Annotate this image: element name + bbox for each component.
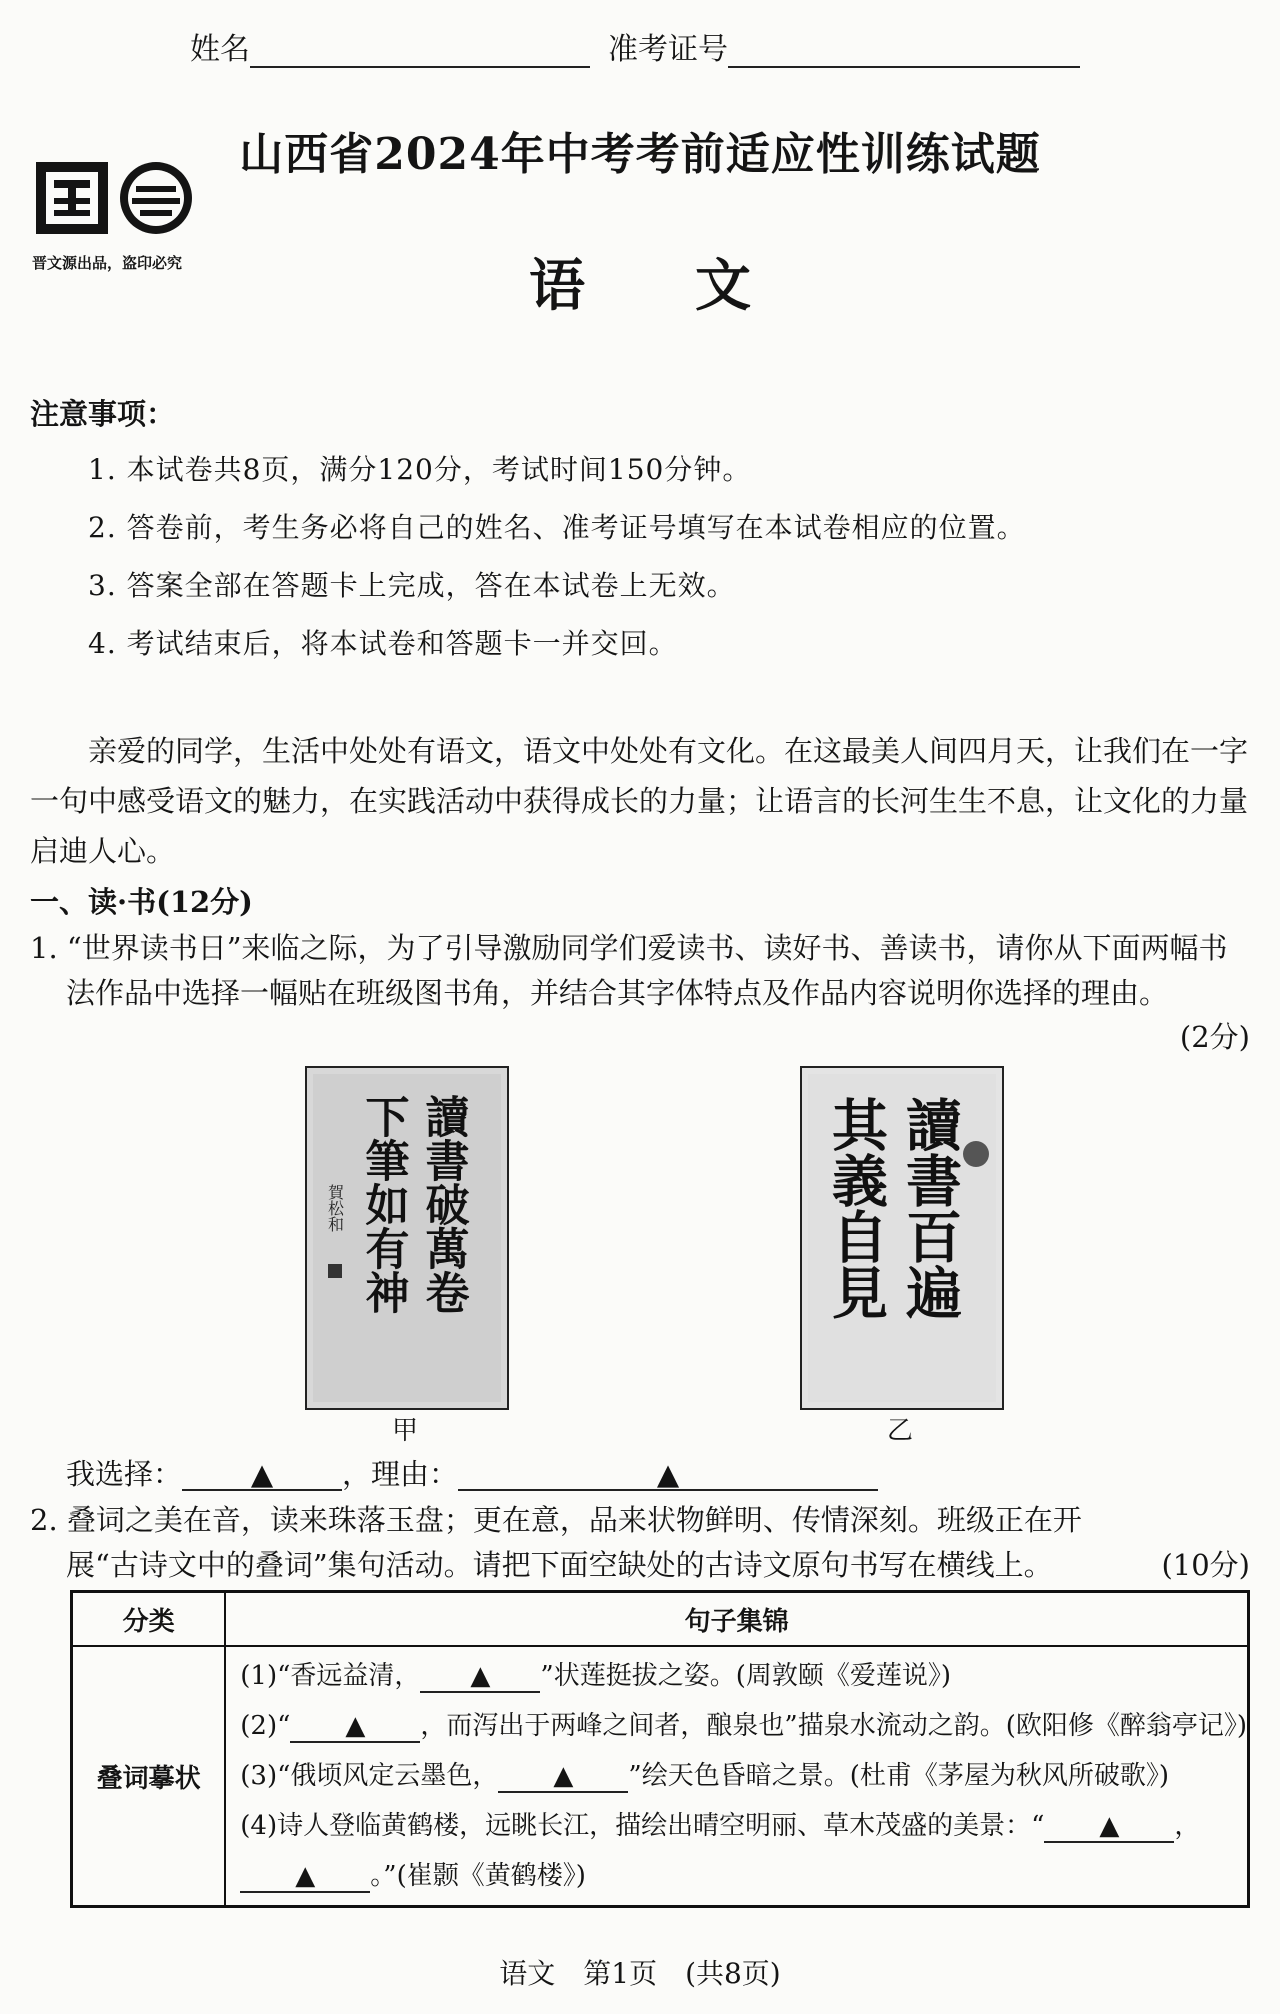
question-2-text: 2. 叠词之美在音，读来珠落玉盘；更在意，品来状物鲜明、传情深刻。班级正在开展“古诗文中的叠词”集句活动。请把下面空缺处的古诗文原句书写在横线上。 [30,1503,1082,1582]
seal-icon [328,1264,342,1278]
section-title: 一、读·书(12分) [30,885,253,919]
reason-label: ，理由： [342,1457,459,1491]
table-sentences-cell [225,1646,1248,1907]
choice-blank[interactable]: ▲ [182,1459,342,1491]
exam-id-field[interactable] [608,24,1080,68]
name-blank[interactable] [250,38,590,68]
fill-blank[interactable]: ▲ [290,1711,420,1743]
question-1-score: (2分) [1179,1020,1250,1054]
table-category-cell: 叠词摹状 [72,1646,226,1907]
table-row [226,1801,1247,1851]
note-item: 1. 本试卷共8页，满分120分，考试时间150分钟。 [88,453,752,486]
intro-paragraph: 亲爱的同学，生活中处处有语文，语文中处处有文化。在这最美人间四月天，让我们在一字一句中感受语文的魅力，在实践活动中获得成长的力量；让语言的长河生生不息，让文化的力量启迪人心。 [30,734,1249,868]
name-label: 姓名 [190,32,250,67]
question-1-answer[interactable] [66,1452,878,1493]
notes-heading: 注意事项： [30,397,176,431]
line-text: (1)“香远益清， [240,1661,421,1691]
table-row [226,1851,1247,1901]
name-field[interactable] [190,24,590,68]
calligraphy-a-label: 甲 [391,1416,418,1446]
line-text: (3)“俄顷风定云墨色， [240,1761,499,1791]
calligraphy-b-image [800,1066,1004,1410]
line-text: ”状莲挺拔之姿。(周敦颐《爱莲说》) [540,1661,951,1691]
calligraphy-b-col2: 其義自見 [823,1096,889,1320]
table-row [226,1651,1247,1701]
calligraphy-b-col1: 讀書百遍 [897,1096,963,1320]
question-2-score: (10分) [1161,1548,1250,1582]
note-item: 2. 答卷前，考生务必将自己的姓名、准考证号填写在本试卷相应的位置。 [88,511,1026,544]
fill-blank[interactable]: ▲ [498,1761,628,1793]
fill-blank[interactable]: ▲ [1044,1811,1174,1843]
table-header-sentences: 句子集锦 [225,1592,1248,1647]
table-row [226,1751,1247,1801]
seal-icon [963,1141,989,1167]
subject-title: 语文 [529,253,861,319]
note-item: 3. 答案全部在答题卡上完成，答在本试卷上无效。 [88,569,736,602]
calligraphy-a-signature: 賀松和 [325,1184,345,1232]
line-text: (2)“ [240,1711,291,1741]
question-1-text: 1. “世界读书日”来临之际，为了引导激励同学们爱读书、读好书、善读书，请你从下面两幅书法作品中选择一幅贴在班级图书角，并结合其字体特点及作品内容说明你选择的理由。 [30,931,1228,1010]
calligraphy-b-script [808,1074,996,1402]
reason-blank[interactable]: ▲ [458,1459,878,1491]
line-text: ， [1174,1811,1201,1841]
line-text: 。”(崔颢《黄鹤楼》) [370,1861,586,1891]
fill-blank[interactable]: ▲ [420,1661,540,1693]
calligraphy-a-image [305,1066,509,1410]
calligraphy-a-col2: 下筆如有神 [357,1094,409,1314]
exam-title: 山西省2024年中考考前适应性训练试题 [239,129,1041,180]
table-header-category: 分类 [72,1592,226,1647]
exam-id-blank[interactable] [728,38,1080,68]
page-footer: 语文 第1页 (共8页) [499,1957,781,1990]
answer-prefix: 我选择： [66,1457,183,1491]
exam-id-label: 准考证号 [608,32,728,67]
calligraphy-b-label: 乙 [886,1416,913,1446]
line-text: ”绘天色昏暗之景。(杜甫《茅屋为秋风所破歌》) [628,1761,1169,1791]
fill-blank[interactable]: ▲ [240,1861,370,1893]
idiom-table [70,1590,1250,1908]
calligraphy-a-script [313,1074,501,1402]
calligraphy-a-col1: 讀書破萬卷 [417,1094,469,1314]
line-text: (4)诗人登临黄鹤楼，远眺长江，描绘出晴空明丽、草木茂盛的美景：“ [240,1811,1045,1841]
table-row [226,1701,1247,1751]
note-item: 4. 考试结束后，将本试卷和答题卡一并交回。 [88,627,678,660]
line-text: ，而泻出于两峰之间者，酿泉也”描泉水流动之韵。(欧阳修《醉翁亭记》) [420,1711,1247,1741]
logo-caption: 晋文源出品，盗印必究 [32,254,183,272]
